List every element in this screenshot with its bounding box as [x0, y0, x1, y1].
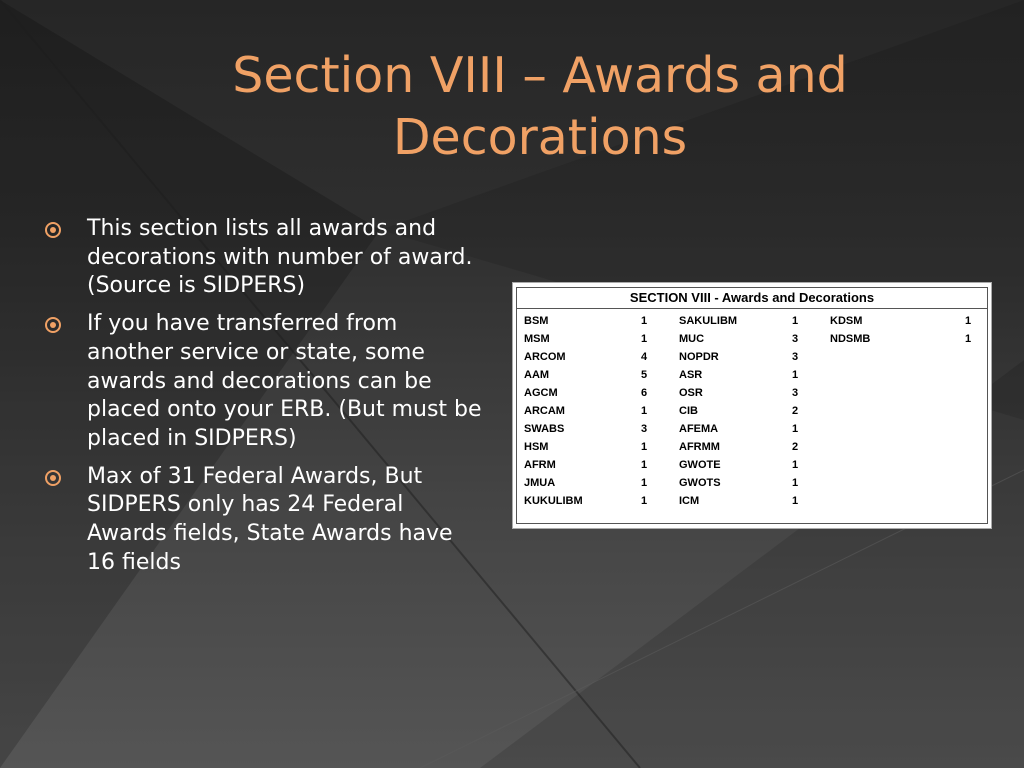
- award-count-cell: 1: [792, 423, 799, 435]
- table-row: [517, 312, 987, 330]
- award-count-cell: 1: [641, 315, 648, 327]
- table-row: [517, 420, 987, 438]
- award-code-cell: AFRM: [524, 459, 556, 471]
- award-count-cell: 3: [792, 351, 799, 363]
- award-code-cell: ARCAM: [524, 405, 565, 417]
- award-count-cell: 1: [792, 495, 799, 507]
- award-code-cell: CIB: [679, 405, 698, 417]
- bullet-text: Max of 31 Federal Awards, But SIDPERS only has 24 Federal Awards fields, State Awards have 16 fields: [87, 463, 453, 575]
- award-code-cell: MSM: [524, 333, 550, 345]
- award-count-cell: 1: [641, 405, 648, 417]
- award-code-cell: JMUA: [524, 477, 556, 489]
- award-count-cell: 4: [641, 351, 648, 363]
- award-count-cell: 2: [792, 405, 799, 417]
- award-count-cell: 1: [641, 459, 648, 471]
- award-count-cell: 1: [792, 369, 799, 381]
- award-count-cell: 2: [792, 441, 799, 453]
- award-count-cell: 1: [965, 315, 972, 327]
- award-code-cell: SWABS: [524, 423, 565, 435]
- table-row: [517, 330, 987, 348]
- award-code-cell: AGCM: [524, 387, 558, 399]
- table-row: [517, 474, 987, 492]
- award-code-cell: ARCOM: [524, 351, 566, 363]
- award-count-cell: 3: [641, 423, 648, 435]
- slide-title: Section VIII – Awards and Decorations: [232, 47, 848, 166]
- award-count-cell: 1: [641, 441, 648, 453]
- award-code-cell: AFEMA: [679, 423, 719, 435]
- table-row: [517, 384, 987, 402]
- bullet-item: [44, 310, 484, 454]
- bullet-list: [44, 215, 484, 586]
- award-code-cell: ICM: [679, 495, 700, 507]
- bullet-text: This section lists all awards and decorations with number of award. (Source is SIDPERS): [87, 216, 473, 299]
- award-code-cell: SAKULIBM: [679, 315, 738, 327]
- award-code-cell: NOPDR: [679, 351, 719, 363]
- award-count-cell: 1: [641, 333, 648, 345]
- award-code-cell: KDSM: [830, 315, 863, 327]
- award-count-cell: 1: [965, 333, 972, 345]
- award-code-cell: OSR: [679, 387, 703, 399]
- awards-table: [516, 287, 988, 524]
- circled-dot-icon: [44, 469, 62, 487]
- award-code-cell: ASR: [679, 369, 703, 381]
- award-count-cell: 1: [641, 477, 648, 489]
- bullet-text: If you have transferred from another service or state, some awards and decorations can be placed onto your ERB. (But must be placed in SIDPERS): [87, 311, 482, 451]
- table-header: SECTION VIII - Awards and Decorations: [517, 288, 987, 309]
- table-row: [517, 348, 987, 366]
- award-count-cell: 1: [641, 495, 648, 507]
- award-code-cell: AFRMM: [679, 441, 720, 453]
- award-code-cell: AAM: [524, 369, 550, 381]
- table-row: [517, 438, 987, 456]
- award-count-cell: 1: [792, 459, 799, 471]
- circled-dot-icon: [44, 316, 62, 334]
- award-code-cell: NDSMB: [830, 333, 871, 345]
- bullet-item: [44, 463, 484, 578]
- award-count-cell: 1: [792, 477, 799, 489]
- table-body: [517, 312, 987, 510]
- table-row: [517, 402, 987, 420]
- bullet-item: [44, 215, 484, 301]
- award-code-cell: HSM: [524, 441, 549, 453]
- table-row: [517, 492, 987, 510]
- table-row: [517, 366, 987, 384]
- award-code-cell: MUC: [679, 333, 705, 345]
- award-count-cell: 6: [641, 387, 648, 399]
- award-count-cell: 1: [792, 315, 799, 327]
- award-count-cell: 5: [641, 369, 648, 381]
- table-row: [517, 456, 987, 474]
- award-code-cell: BSM: [524, 315, 549, 327]
- award-code-cell: GWOTS: [679, 477, 721, 489]
- award-count-cell: 3: [792, 387, 799, 399]
- awards-table-image: [512, 282, 992, 529]
- award-count-cell: 3: [792, 333, 799, 345]
- award-code-cell: KUKULIBM: [524, 495, 583, 507]
- circled-dot-icon: [44, 221, 62, 239]
- award-code-cell: GWOTE: [679, 459, 721, 471]
